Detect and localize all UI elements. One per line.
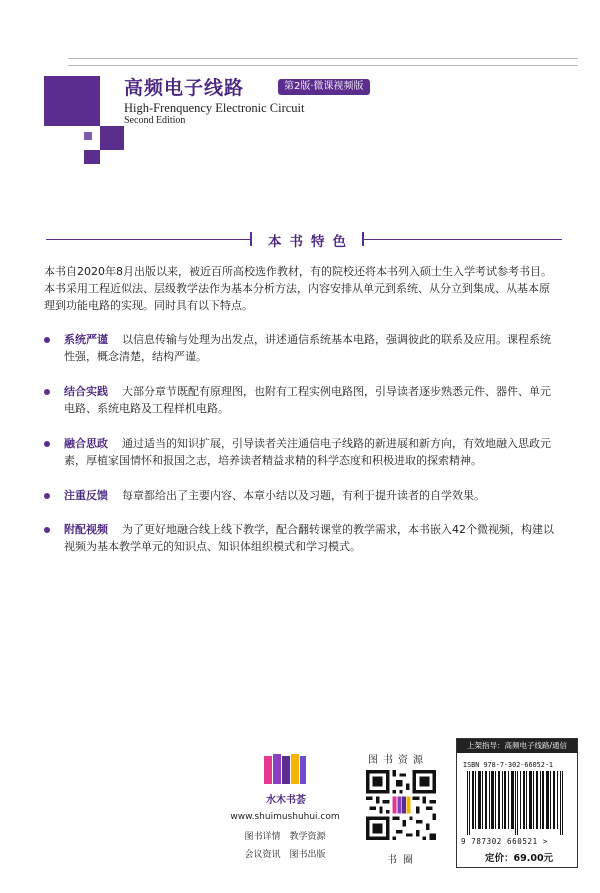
price-label: 定价：69.00元 bbox=[485, 853, 554, 864]
bullet-icon bbox=[44, 389, 50, 395]
feature-text: 为了更好地融合线上线下教学，配合翻转课堂的教学需求，本书嵌入42个微视频，构建以视频为基本教学单元的知识点、知识体组织模式和学习模式。 bbox=[64, 523, 554, 553]
book-title-en: High-Frenquency Electronic Circuit bbox=[124, 101, 305, 115]
header-rule-top bbox=[68, 58, 578, 59]
feature-label: 融合思政 bbox=[64, 437, 108, 450]
feature-text: 通过适当的知识扩展，引导读者关注通信电子线路的新进展和新方向，有效地融入思政元素，厚植家国情怀和报国之志，培养读者精益求精的科学态度和积极进取的探索精神。 bbox=[64, 437, 551, 467]
feature-text: 每章都给出了主要内容、本章小结以及习题，有利于提升读者的自学效果。 bbox=[122, 489, 485, 502]
intro-paragraph: 本书自2020年8月出版以来，被近百所高校选作教材，有的院校还将本书列入硕士生入学考试参考书目。本书采用工程近似法、层级教学法作为基本分析方法，内容安排从单元到系统、从分立到集成、从基本原理到功能电路的实现。同时具有以下特点。 bbox=[44, 265, 552, 312]
barcode-icon bbox=[465, 771, 569, 835]
publisher-links-row2: 会议资讯 图书出版 bbox=[244, 850, 326, 860]
barcode-digits: 9 787302 660521 > bbox=[461, 837, 548, 846]
section-rule-left bbox=[46, 239, 252, 240]
qr-caption: 书圈 bbox=[387, 855, 419, 866]
feature-label: 结合实践 bbox=[64, 385, 108, 398]
edition-badge: 第2版·微课视频版 bbox=[278, 79, 370, 95]
shelving-guide: 上架指导：高频电子线路/通信 bbox=[457, 739, 577, 753]
header-rule-bottom bbox=[68, 65, 578, 66]
feature-item bbox=[44, 331, 558, 365]
publisher-links-row1: 图书详情 教学资源 bbox=[244, 832, 326, 842]
feature-item bbox=[44, 435, 558, 469]
bullet-icon bbox=[44, 441, 50, 447]
edition-en: Second Edition bbox=[124, 115, 186, 126]
qr-code-icon[interactable] bbox=[366, 770, 436, 840]
publisher-url[interactable]: www.shuimushuhui.com bbox=[230, 812, 340, 822]
feature-label: 附配视频 bbox=[64, 523, 108, 536]
bullet-icon bbox=[44, 337, 50, 343]
publisher-name: 水木书荟 bbox=[266, 795, 306, 806]
barcode-box bbox=[456, 738, 578, 868]
feature-item bbox=[44, 487, 558, 504]
book-title-zh: 高频电子线路 bbox=[124, 77, 245, 99]
book-stack-logo-icon bbox=[262, 752, 308, 786]
feature-item bbox=[44, 521, 558, 555]
feature-item bbox=[44, 383, 558, 417]
isbn-text: ISBN 978-7-302-66052-1 bbox=[463, 761, 554, 769]
bullet-icon bbox=[44, 527, 50, 533]
feature-label: 注重反馈 bbox=[64, 489, 108, 502]
feature-text: 以信息传输与处理为出发点，讲述通信系统基本电路，强调彼此的联系及应用。课程系统性强，概念清楚，结构严谨。 bbox=[64, 333, 551, 363]
qr-title: 图书资源 bbox=[368, 755, 428, 766]
bullet-icon bbox=[44, 493, 50, 499]
section-title: 本书特色 bbox=[268, 234, 354, 250]
feature-label: 系统严谨 bbox=[64, 333, 108, 346]
feature-text: 大部分章节既配有原理图，也附有工程实例电路图，引导读者逐步熟悉元件、器件、单元电路、系统电路及工程样机电路。 bbox=[64, 385, 551, 415]
section-rule-right bbox=[362, 239, 562, 240]
